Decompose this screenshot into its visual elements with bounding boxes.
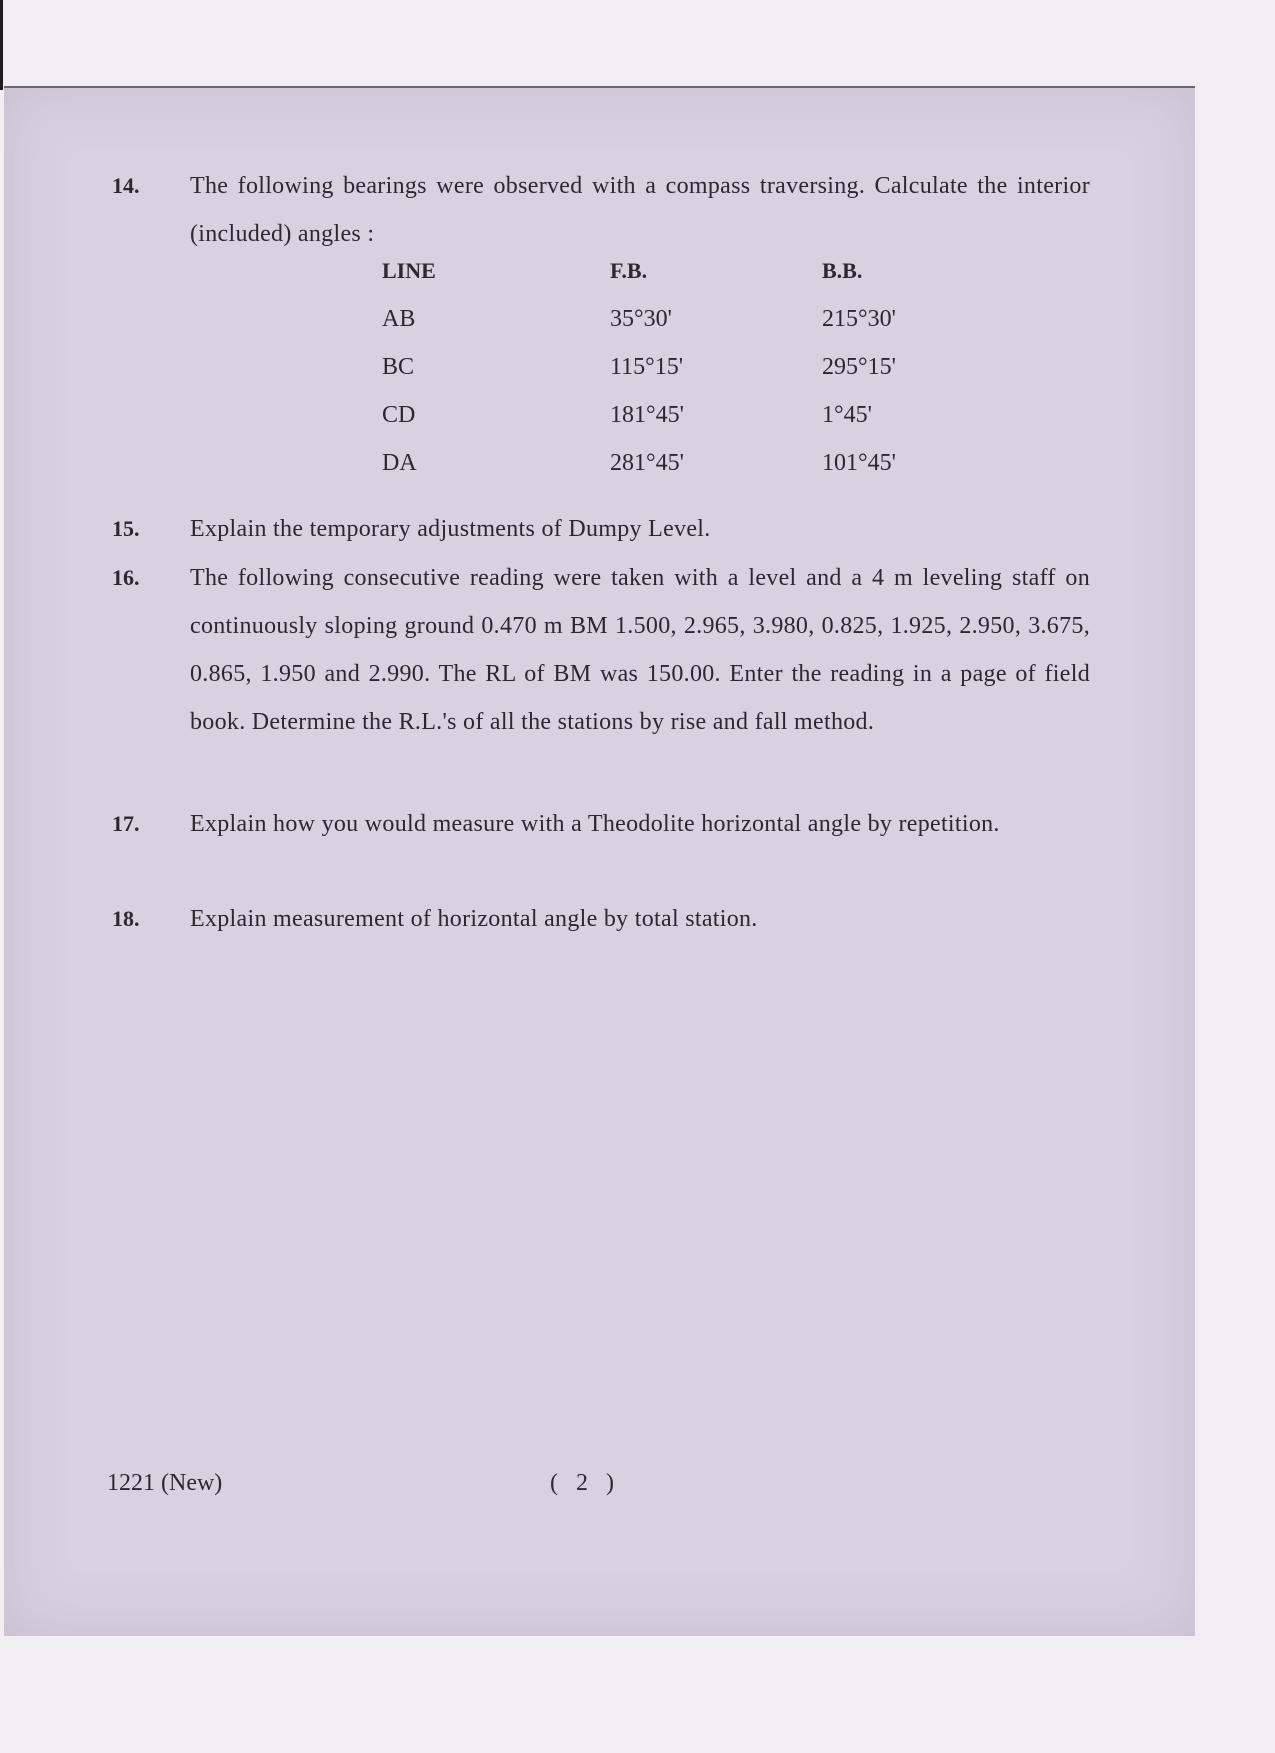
table-row	[370, 306, 930, 354]
paper-top-edge	[4, 86, 1195, 88]
table-cell-fb: 35°30'	[610, 306, 672, 332]
table-header-fb: F.B.	[610, 258, 648, 283]
table-header-bb: B.B.	[822, 258, 863, 283]
table-cell-bb: 295°15'	[822, 354, 896, 380]
scan-edge	[0, 0, 3, 90]
page-number: ( 2 )	[550, 1470, 620, 1496]
table-cell-line: BC	[382, 354, 415, 380]
table-cell-bb: 101°45'	[822, 450, 896, 476]
question-text: The following bearings were observed with a compass traversing. Calculate the interior (included) angles :	[190, 173, 1090, 247]
table-cell-fb: 115°15'	[610, 354, 684, 380]
table-header-line: LINE	[382, 258, 436, 283]
bearings-table	[370, 258, 930, 498]
question-text: Explain the temporary adjustments of Dumpy Level.	[190, 516, 711, 542]
table-cell-fb: 281°45'	[610, 450, 684, 476]
table-row	[370, 354, 930, 402]
table-cell-bb: 215°30'	[822, 306, 896, 332]
table-header-row	[370, 258, 930, 306]
question-text: Explain measurement of horizontal angle by total station.	[190, 906, 758, 932]
question-number: 17.	[112, 811, 140, 836]
table-row	[370, 402, 930, 450]
question-number: 16.	[112, 565, 140, 590]
question-text: Explain how you would measure with a Theodolite horizontal angle by repetition.	[190, 811, 1000, 837]
question-number: 14.	[112, 173, 140, 198]
question-number: 18.	[112, 906, 140, 931]
paper-code: 1221 (New)	[107, 1470, 223, 1496]
table-cell-line: CD	[382, 402, 416, 428]
table-cell-fb: 181°45'	[610, 402, 684, 428]
question-text: The following consecutive reading were taken with a level and a 4 m leveling staff on continuously sloping ground 0.470 m BM 1.500, 2.965, 3.980, 0.825, 1.925, 2.950, 3.675, 0.865, 1.950 and 2.990. The RL of BM was 150.00. Enter the reading in a page of field book. Determine the R.L.'s of all the stations by rise and fall method.	[190, 565, 1090, 735]
table-cell-line: AB	[382, 306, 416, 332]
table-cell-line: DA	[382, 450, 417, 476]
table-row	[370, 450, 930, 498]
question-number: 15.	[112, 516, 140, 541]
table-cell-bb: 1°45'	[822, 402, 872, 428]
